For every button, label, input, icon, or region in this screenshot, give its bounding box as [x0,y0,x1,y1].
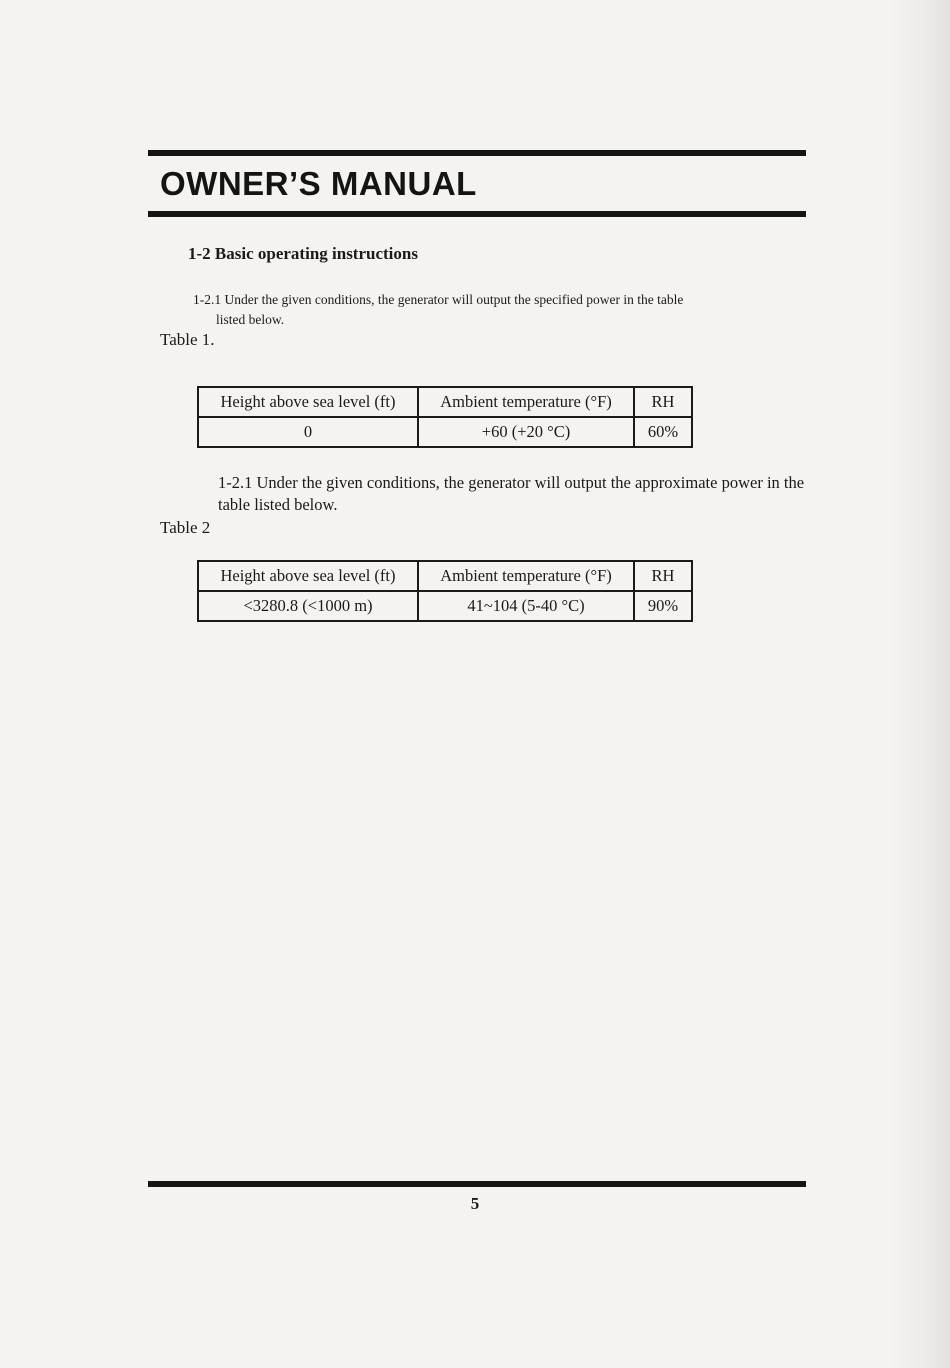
table-2 [197,560,693,622]
table-2-cell-temperature: 41~104 (5-40 °C) [418,591,634,621]
table-1-cell-height: 0 [198,417,418,447]
instruction-paragraph-2: 1-2.1 Under the given conditions, the generator will output the approximate power in the table listed below. [218,473,805,514]
table-2-header-temperature: Ambient temperature (°F) [418,561,634,591]
table-2-cell-rh: 90% [634,591,692,621]
table-1-cell-temperature: +60 (+20 °C) [418,417,634,447]
table-2-header-height: Height above sea level (ft) [198,561,418,591]
table-1-header-height: Height above sea level (ft) [198,387,418,417]
table-1 [197,386,693,448]
table-1-data-row [198,417,692,447]
page-number: 5 [470,1194,480,1213]
table-1-cell-rh: 60% [634,417,692,447]
table-2-cell-height: <3280.8 (<1000 m) [198,591,418,621]
table-2-header-rh: RH [634,561,692,591]
table-1-header-rh: RH [634,387,692,417]
header-rule-top [148,150,806,156]
table-2-header-row [198,561,692,591]
section-heading: 1-2 Basic operating instructions [188,244,418,263]
page-title: OWNER’S MANUAL [160,165,477,202]
table-1-header-temperature: Ambient temperature (°F) [418,387,634,417]
paragraph-1-line-2: listed below. [216,312,285,327]
table-1-header-row [198,387,692,417]
instruction-paragraph-1 [193,290,805,330]
table-2-data-row [198,591,692,621]
table-1-caption: Table 1. [160,330,215,349]
table-2-caption: Table 2 [160,518,211,537]
header-rule-bottom [148,211,806,217]
paragraph-1-line-1: 1-2.1 Under the given conditions, the generator will output the specified power in the table [193,292,684,307]
page-shadow [890,0,950,1368]
footer-rule [148,1181,806,1187]
